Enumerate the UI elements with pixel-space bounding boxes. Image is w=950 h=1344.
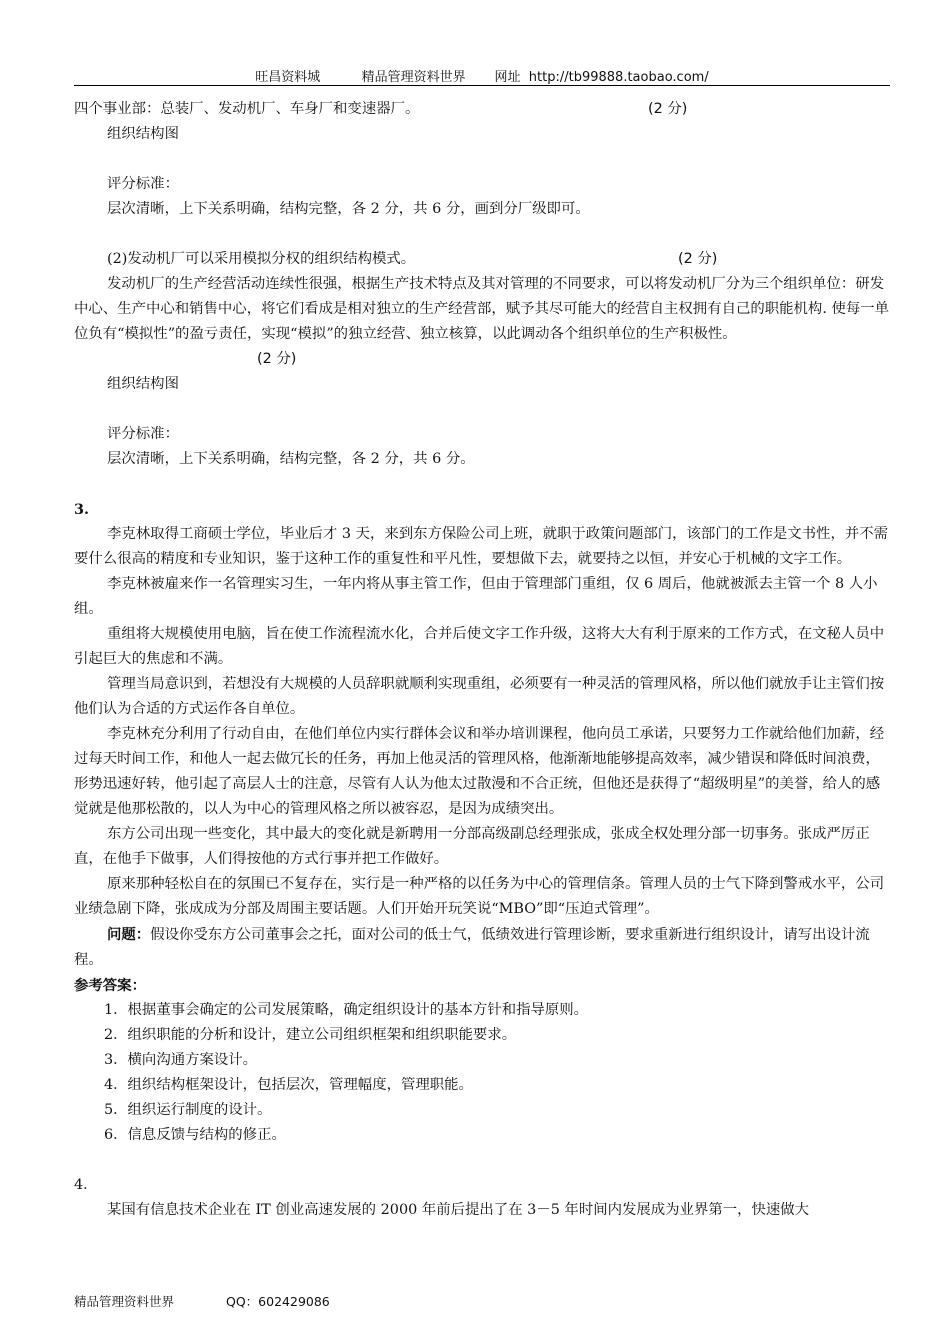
case-paragraph: 李克林取得工商硕士学位，毕业后才 3 天，来到东方保险公司上班，就职于政策问题部门，该部门的工作是文书性，并不需要什么很高的精度和专业知识，鉴于这种工作的重复性和平凡性，要想做下去，就要持之以恒，并安心于机械的文字工作。 xyxy=(74,526,889,567)
case-paragraph: 重组将大规模使用电脑，旨在使工作流程流水化，合并后使文字工作升级，这将大大有利于原来的工作方式，在文秘人员中引起巨大的焦虑和不满。 xyxy=(74,626,885,667)
criteria-title: 评分标准： xyxy=(107,426,179,442)
departments-text: 四个事业部：总装厂、发动机厂、车身厂和变速器厂。 xyxy=(74,101,420,117)
item2-paragraph xyxy=(74,272,890,372)
answer-item: 6．信息反馈与结构的修正。 xyxy=(104,1127,286,1143)
org-chart-caption: 组织结构图 xyxy=(107,126,179,142)
section4-number: 4． xyxy=(74,1177,98,1193)
line-departments xyxy=(74,97,890,122)
question-label: 问题： xyxy=(107,926,151,943)
footer-left: 精品管理资料世界 xyxy=(74,1294,175,1309)
criteria-text: 层次清晰，上下关系明确，结构完整，各 2 分，共 6 分，画到分厂级即可。 xyxy=(107,201,590,217)
criteria-text: 层次清晰，上下关系明确，结构完整，各 2 分，共 6 分。 xyxy=(107,451,475,467)
line-item2 xyxy=(74,247,890,272)
case-paragraph: 李克林充分利用了行动自由，在他们单位内实行群体会议和举办培训课程，他向员工承诺，只要努力工作就给他们加薪，经过每天时间工作，和他人一起去做冗长的任务，再加上他灵活的管理风格，他渐渐地能够提高效率，减少错误和降低时间浪费，形势迅速好转，他引起了高层人士的注意，尽管有人认为他太过散漫和不合正统，但他还是获得了“超级明星”的美誉，给人的感觉就是他那松散的，以人为中心的管理风格之所以被容忍，是因为成绩突出。 xyxy=(74,726,885,817)
page-header: 旺昌资料城 精品管理资料世界 网址 http://tb99888.taobao.com/ xyxy=(255,70,709,85)
item2-paragraph-text: 发动机厂的生产经营活动连续性很强，根据生产技术特点及其对管理的不同要求，可以将发动机厂分为三个组织单位：研发中心、生产中心和销售中心，将它们看成是相对独立的生产经营部，赋予其尽可能大的经营自主权拥有自己的职能机构. 使每一单位负有“模拟性”的盈亏责任，实现“模拟”的独立经营、独立核算，以此调动各个组织单位的生产积极性。 xyxy=(74,276,890,342)
document-body xyxy=(74,97,890,1223)
question-text: 假设你受东方公司董事会之托，面对公司的低士气，低绩效进行管理诊断，要求重新进行组织设计，请写出设计流程。 xyxy=(74,927,870,968)
answer-item: 2．组织职能的分析和设计，建立公司组织框架和组织职能要求。 xyxy=(104,1027,517,1043)
criteria-title: 评分标准： xyxy=(107,176,179,192)
score-label: (2 分) xyxy=(648,101,688,117)
question xyxy=(74,922,890,973)
item2-text: (2)发动机厂可以采用模拟分权的组织结构模式。 xyxy=(107,251,416,267)
case-paragraph: 原来那种轻松自在的氛围已不复存在，实行是一种严格的以任务为中心的管理信条。管理人员的士气下降到警戒水平，公司业绩急剧下降，张成成为分部及周围主要话题。人们开始开玩笑说“MBO”即“压迫式管理”。 xyxy=(74,876,885,917)
section4-paragraph: 某国有信息技术企业在 IT 创业高速发展的 2000 年前后提出了在 3－5 年时间内发展成为业界第一，快速做大 xyxy=(107,1202,810,1218)
answer-item: 3．横向沟通方案设计。 xyxy=(104,1052,258,1068)
answer-label: 参考答案： xyxy=(74,977,146,994)
org-chart-caption: 组织结构图 xyxy=(107,376,179,392)
header-divider xyxy=(74,85,890,86)
section3-number: 3. xyxy=(74,501,90,518)
score-label: (2 分) xyxy=(257,351,297,367)
case-paragraph: 管理当局意识到，若想没有大规模的人员辞职就顺利实现重组，必须要有一种灵活的管理风格，所以他们就放手让主管们按他们认为合适的方式运作各自单位。 xyxy=(74,676,885,717)
score-label: (2 分) xyxy=(678,251,718,267)
case-paragraph: 东方公司出现一些变化，其中最大的变化就是新聘用一分部高级副总经理张成，张成全权处理分部一切事务。张成严厉正直，在他手下做事，人们得按他的方式行事并把工作做好。 xyxy=(74,826,870,867)
answer-item: 1．根据董事会确定的公司发展策略，确定组织设计的基本方针和指导原则。 xyxy=(104,1002,589,1018)
footer-qq: QQ：602429086 xyxy=(226,1294,330,1309)
answer-item: 5．组织运行制度的设计。 xyxy=(104,1102,272,1118)
page-footer xyxy=(74,1292,330,1310)
answer-item: 4．组织结构框架设计，包括层次，管理幅度，管理职能。 xyxy=(104,1077,473,1093)
answer-list xyxy=(74,998,890,1148)
case-paragraph: 李克林被雇来作一名管理实习生，一年内将从事主管工作，但由于管理部门重组，仅 6 周后，他就被派去主管一个 8 人小组。 xyxy=(74,576,878,617)
